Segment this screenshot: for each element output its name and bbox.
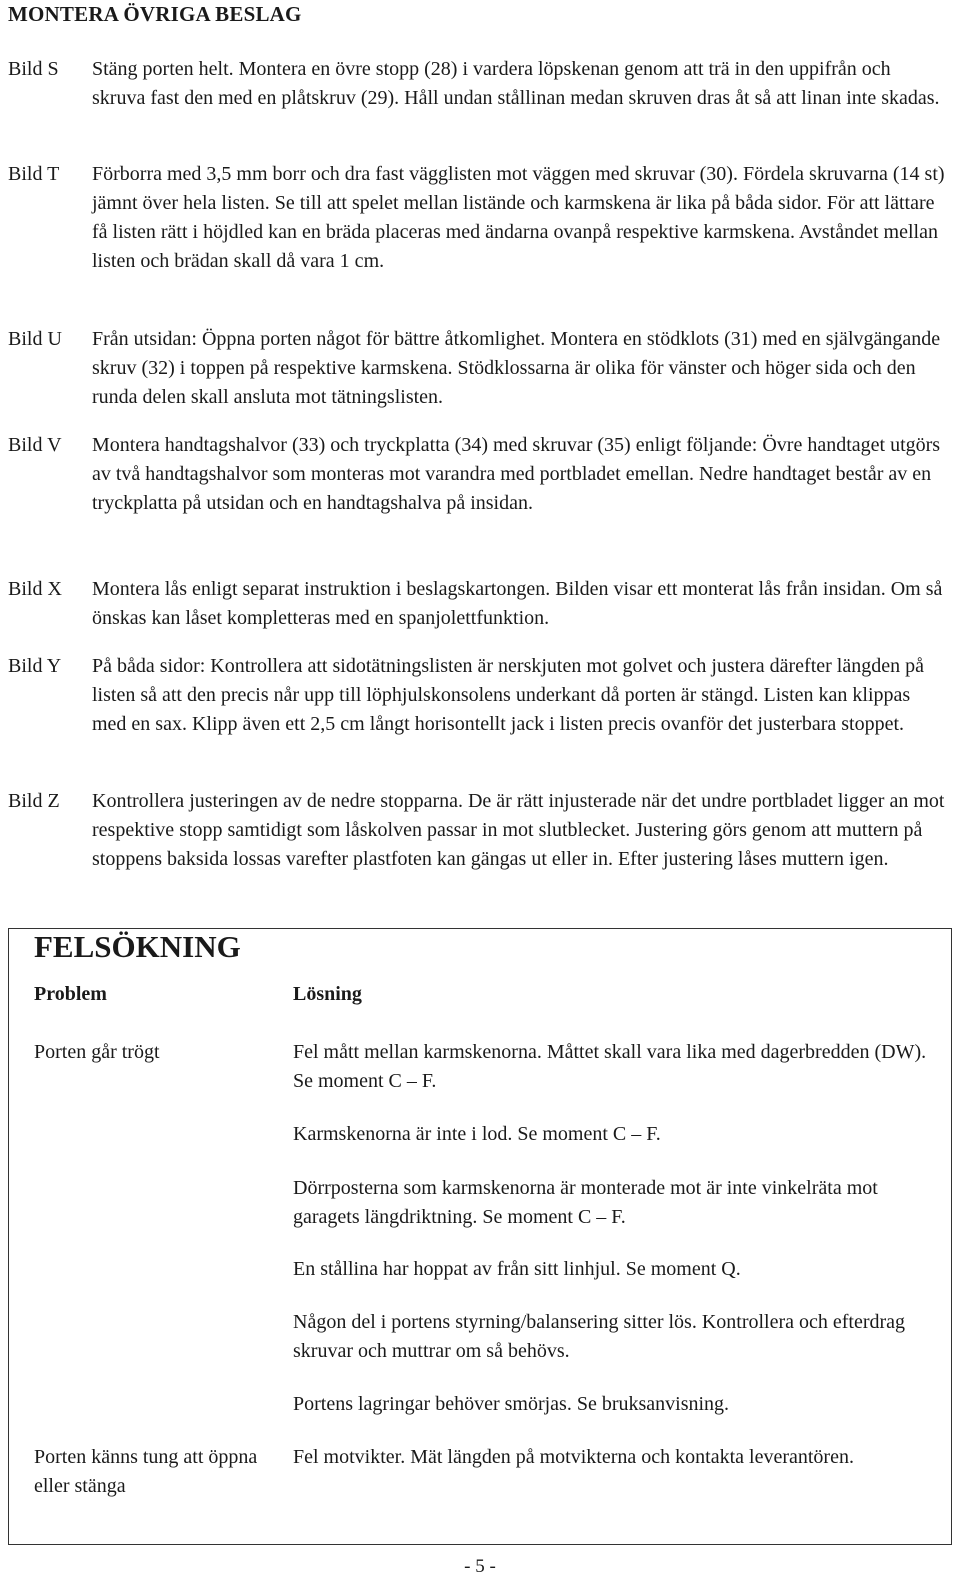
step-text: På båda sidor: Kontrollera att sidotätningslisten är nerskjuten mot golvet och justera därefter längden på listen så att den precis når upp till löphjulskonsolens underkant då porten är stängd. Listen kan klippas med en sax. Klipp även ett 2,5 cm långt horisontellt jack i listen precis ovanför det justerbara stoppet. bbox=[92, 655, 924, 735]
step-bild-y bbox=[8, 652, 948, 739]
step-label: Bild T bbox=[8, 163, 60, 185]
step-text: Förborra med 3,5 mm borr och dra fast vägglisten mot väggen med skruvar (30). Fördela skruvarna (14 st) jämnt över hela listen. Se till att spelet mellan listände och karmskena är lika på båda sidor. För att lättare få listen rätt i höjdled kan en bräda placeras med ändarna ovanpå respektive karmskena. Avståndet mellan listen och brädan skall då vara 1 cm. bbox=[92, 163, 945, 272]
step-label: Bild X bbox=[8, 578, 62, 600]
step-bild-x bbox=[8, 575, 948, 633]
step-text: Från utsidan: Öppna porten något för bättre åtkomlighet. Montera en stödklots (31) med en självgängande skruv (32) i toppen på respektive karmskena. Stödklossarna är olika för vänster och höger sida och den runda delen skall ansluta mot tätningslisten. bbox=[92, 328, 941, 408]
step-bild-z bbox=[8, 787, 948, 874]
solution-column-header: Lösning bbox=[293, 983, 362, 1005]
step-text: Montera lås enligt separat instruktion i beslagskartongen. Bilden visar ett monterat lås från insidan. Om så önskas kan låset kompletteras med en spanjolettfunktion. bbox=[92, 578, 943, 629]
step-text: Montera handtagshalvor (33) och tryckplatta (34) med skruvar (35) enligt följande: Övre handtaget utgörs av två handtagshalvor som monteras mot varandra med portbladet emellan. Nedre handtaget består av en tryckplatta på utsidan och en handtagshalva på insidan. bbox=[92, 434, 941, 514]
step-label: Bild S bbox=[8, 58, 59, 80]
step-text: Kontrollera justeringen av de nedre stopparna. De är rätt injusterade när det undre portbladet ligger an mot respektive stopp samtidigt som låskolven passar in mot slutblecket. Justering görs genom att muttern på stoppens baksida lossas varefter plastfoten kan gängas ut eller in. Efter justering låses muttern igen. bbox=[92, 790, 945, 870]
solution-item: En stållina har hoppat av från sitt linhjul. Se moment Q. bbox=[293, 1258, 741, 1280]
step-bild-u bbox=[8, 325, 948, 412]
step-label: Bild Z bbox=[8, 790, 60, 812]
solution-item: Portens lagringar behöver smörjas. Se bruksanvisning. bbox=[293, 1393, 730, 1415]
step-text: Stäng porten helt. Montera en övre stopp (28) i vardera löpskenan genom att trä in den uppifrån och skruva fast den med en plåtskruv (29). Håll undan stållinan medan skruven dras åt så att linan inte skadas. bbox=[92, 58, 940, 109]
solution-item: Fel mått mellan karmskenorna. Måttet skall vara lika med dagerbredden (DW). Se moment C – F. bbox=[293, 1041, 927, 1092]
problem-item: Porten känns tung att öppna eller stänga bbox=[34, 1446, 258, 1497]
step-label: Bild Y bbox=[8, 655, 62, 677]
section-heading: MONTERA ÖVRIGA BESLAG bbox=[8, 2, 302, 26]
problem-item: Porten går trögt bbox=[34, 1041, 160, 1063]
solution-item: Fel motvikter. Mät längden på motvikterna och kontakta leverantören. bbox=[293, 1446, 854, 1468]
troubleshooting-title: FELSÖKNING bbox=[34, 929, 241, 964]
troubleshooting-box bbox=[8, 928, 952, 1545]
step-bild-t bbox=[8, 160, 948, 276]
solution-item: Dörrposterna som karmskenorna är monterade mot är inte vinkelräta mot garagets längdriktning. Se moment C – F. bbox=[293, 1177, 878, 1228]
step-label: Bild V bbox=[8, 434, 62, 456]
step-bild-v bbox=[8, 431, 948, 518]
solution-item: Karmskenorna är inte i lod. Se moment C – F. bbox=[293, 1123, 661, 1145]
step-label: Bild U bbox=[8, 328, 62, 350]
step-bild-s bbox=[8, 55, 948, 113]
solution-item: Någon del i portens styrning/balansering sitter lös. Kontrollera och efterdrag skruvar och muttrar om så behövs. bbox=[293, 1311, 906, 1362]
problem-column-header: Problem bbox=[34, 983, 107, 1005]
page-number: - 5 - bbox=[464, 1556, 496, 1577]
